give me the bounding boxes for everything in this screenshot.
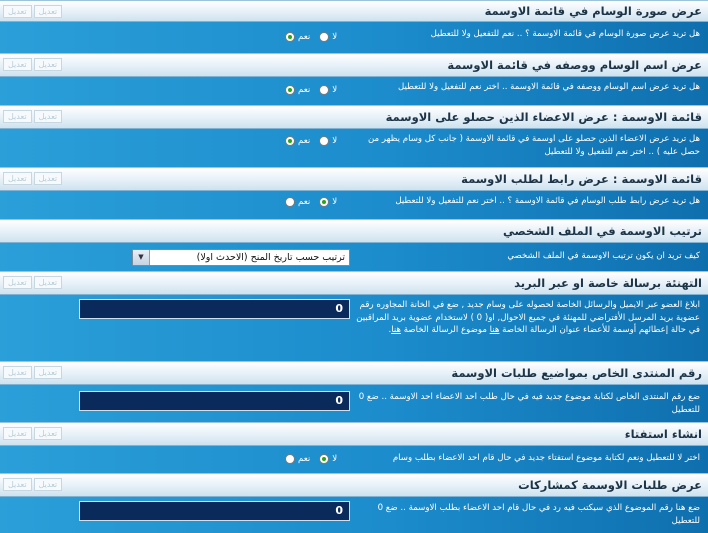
pm-title-link[interactable]: هنا (489, 325, 500, 335)
forum-id-input[interactable]: 0 (79, 391, 350, 411)
edit-button[interactable]: تعديل (3, 478, 32, 491)
radio-no[interactable] (319, 136, 329, 146)
section-title: قائمة الاوسمة : عرض الاعضاء الذين حصلو على الاوسمة (385, 110, 702, 124)
section-title: قائمة الاوسمة : عرض رابط لطلب الاوسمة (461, 172, 702, 186)
setting-description: هل تريد عرض رابط طلب الوسام في قائمة الاوسمة ؟ .. اختر نعم للتفعيل ولا للتعطيل (395, 196, 700, 206)
section-body-holders (0, 129, 708, 167)
topic-id-input[interactable]: 0 (79, 501, 350, 521)
order-select[interactable] (132, 249, 350, 266)
section-body-congrats (0, 295, 708, 361)
section-title: رقم المنتدى الخاص بمواضيع طلبات الاوسمة (451, 366, 702, 380)
section-header-requests-as-posts (0, 473, 708, 497)
section-header-badge-name (0, 53, 708, 77)
radio-yes[interactable] (285, 32, 295, 42)
edit-button-2[interactable]: تعديل (34, 58, 63, 71)
edit-button-2[interactable]: تعديل (34, 478, 63, 491)
edit-button-2[interactable]: تعديل (34, 5, 63, 18)
radio-no-label: لا (332, 454, 338, 464)
edit-button[interactable]: تعديل (3, 5, 32, 18)
radio-yes-label: نعم (298, 85, 311, 95)
radio-yes[interactable] (285, 197, 295, 207)
setting-description: هل تريد عرض اسم الوسام ووصفه في قائمة الاوسمة .. اختر نعم للتفعيل ولا للتعطيل (397, 82, 700, 92)
radio-yes[interactable] (285, 454, 295, 464)
radio-no-label: لا (332, 32, 338, 42)
setting-description: هل تريد عرض صورة الوسام في قائمة الاوسمة ؟ .. نعم للتفعيل ولا للتعطيل (430, 29, 700, 39)
section-title: انشاء استفتاء (624, 427, 702, 441)
radio-yes-label: نعم (298, 454, 311, 464)
radio-yes-label: نعم (298, 136, 311, 146)
radio-no[interactable] (319, 197, 329, 207)
order-select-value: ترتيب حسب تاريخ المنح (الاحدث اولا) (196, 252, 345, 263)
section-header-request-link (0, 167, 708, 191)
pm-subject-link[interactable]: هنا (391, 325, 401, 335)
section-body-requests-as-posts (0, 497, 708, 533)
edit-button-2[interactable]: تعديل (34, 427, 63, 440)
setting-description: اختر لا للتعطيل ونعم لكتابة موضوع استفتاء جديد في حال قام احد الاعضاء بطلب وسام (392, 453, 700, 463)
radio-no-label: لا (332, 85, 338, 95)
section-header-congrats (0, 271, 708, 295)
section-body-profile-order (0, 243, 708, 271)
setting-description: كيف تريد ان يكون ترتيب الاوسمة في الملف الشخصي (507, 251, 700, 261)
radio-no-label: لا (332, 197, 338, 207)
sender-id-input[interactable]: 0 (79, 299, 350, 319)
edit-button[interactable]: تعديل (3, 427, 32, 440)
radio-no[interactable] (319, 454, 329, 464)
section-header-badge-image (0, 0, 708, 22)
radio-yes-label: نعم (298, 32, 311, 42)
section-header-holders (0, 105, 708, 129)
radio-no[interactable] (319, 32, 329, 42)
section-title: عرض صورة الوسام في قائمة الاوسمة (484, 4, 702, 18)
setting-description: ضع رقم المنتدى الخاص لكتابة موضوع جديد فيه في حال طلب احد الاعضاء احد الاوسمة .. ضع 0 للتعطيل (358, 392, 700, 415)
radio-no[interactable] (319, 85, 329, 95)
section-title: ترتيب الاوسمة في الملف الشخصي (502, 224, 702, 238)
setting-description: ضع هنا رقم الموضوع الذي سيكتب فيه رد في حال قام احد الاعضاء بطلب الاوسمة .. ضع 0 للتعطيل (377, 503, 700, 526)
edit-button-2[interactable]: تعديل (34, 276, 63, 289)
edit-button-2[interactable]: تعديل (34, 366, 63, 379)
edit-button[interactable]: تعديل (3, 110, 32, 123)
radio-yes[interactable] (285, 136, 295, 146)
section-body-request-forum (0, 385, 708, 422)
setting-description: هل تريد عرض الاعضاء الذين حصلو على اوسمة في قائمة الاوسمة ( جانب كل وسام يظهر من حصل عليه ) .. اختر نعم للتفعيل ولا للتعطيل (368, 134, 700, 157)
radio-yes-label: نعم (298, 197, 311, 207)
radio-yes[interactable] (285, 85, 295, 95)
edit-button[interactable]: تعديل (3, 58, 32, 71)
section-title: التهنئة برسالة خاصة او عبر البريد (514, 276, 702, 290)
section-title: عرض طلبات الاوسمة كمشاركات (518, 478, 702, 492)
section-body-poll (0, 446, 708, 473)
edit-button-2[interactable]: تعديل (34, 172, 63, 185)
section-body-badge-name (0, 77, 708, 105)
section-body-request-link (0, 191, 708, 219)
edit-button[interactable]: تعديل (3, 172, 32, 185)
section-header-poll (0, 422, 708, 446)
section-header-profile-order (0, 219, 708, 243)
setting-description: ابلاغ العضو عبر الايميل والرسائل الخاصة لحصوله على وسام جديد , ضع في الخانة المجاوره رقم عضوية بريد المرسل الأفتراضي للمهنئة في جميع الاحوال, او( 0 ) لاستخدام عضوية بريد المراقبين في حالة إعطائهم أوسمة للأعضاء عنوان الرسالة الخاصة هنا موضوع الرسالة الخاصة هنا. (356, 300, 700, 335)
edit-button[interactable]: تعديل (3, 276, 32, 289)
section-header-request-forum (0, 361, 708, 385)
section-body-badge-image (0, 22, 708, 53)
section-title: عرض اسم الوسام ووصفه في قائمة الاوسمة (447, 58, 702, 72)
chevron-down-icon[interactable]: ▼ (133, 250, 150, 265)
edit-button[interactable]: تعديل (3, 366, 32, 379)
radio-no-label: لا (332, 136, 338, 146)
edit-button-2[interactable]: تعديل (34, 110, 63, 123)
